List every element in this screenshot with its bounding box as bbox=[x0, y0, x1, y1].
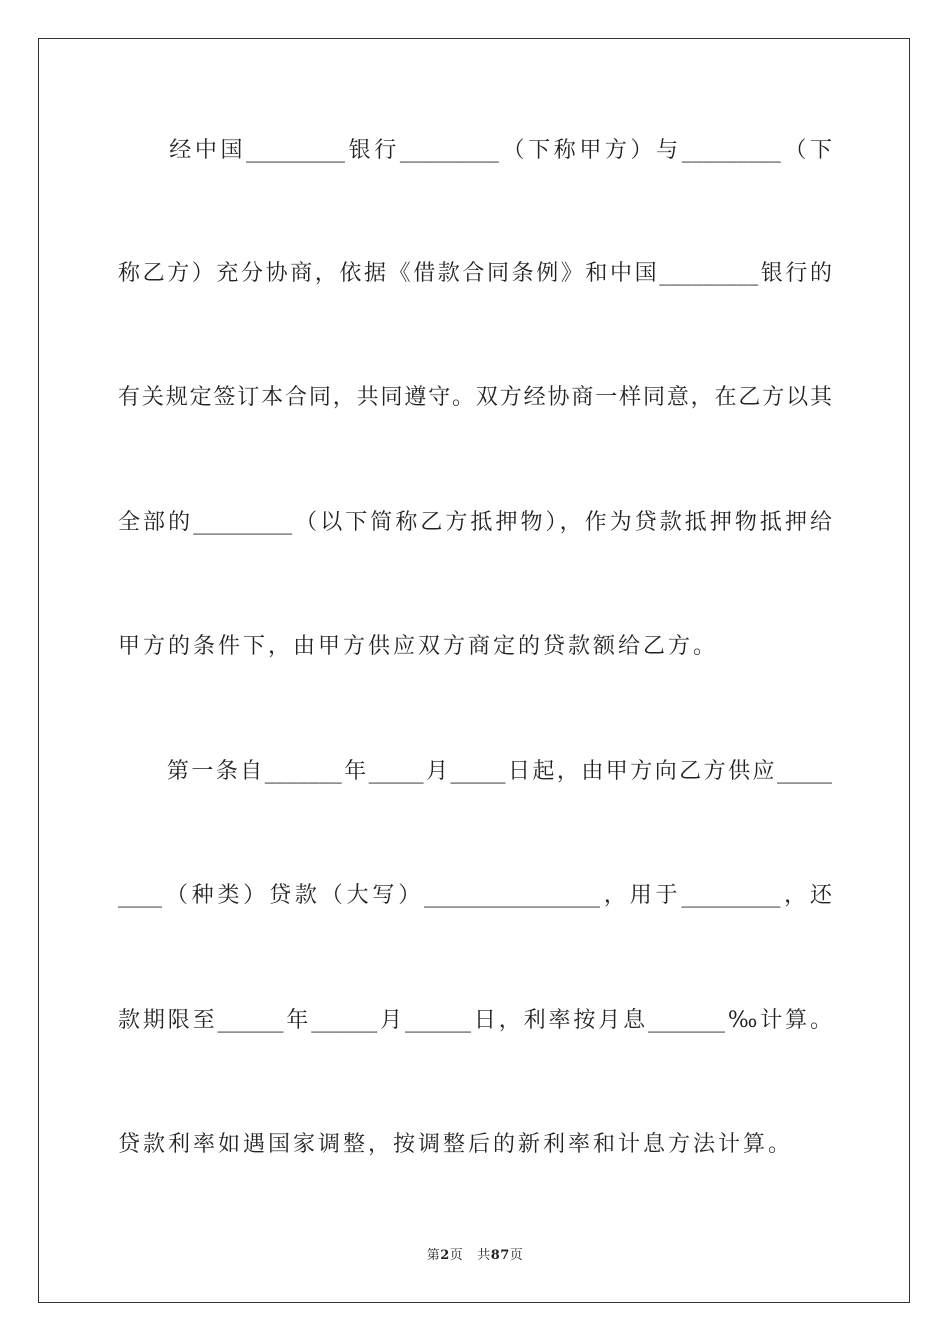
body-text-line: 贷款利率如遇国家调整，按调整后的新利率和计息方法计算。 bbox=[118, 1132, 794, 1157]
body-text-line: 甲方的条件下，由甲方供应双方商定的贷款额给乙方。 bbox=[118, 634, 719, 659]
page-suffix: 页 bbox=[449, 1248, 464, 1263]
page-number: 2 bbox=[440, 1248, 450, 1263]
total-prefix: 共 bbox=[477, 1248, 491, 1263]
body-text-line: 款期限至______年______月______日，利率按月息_______‰计算。 bbox=[118, 1008, 832, 1033]
total-pages: 87 bbox=[490, 1248, 510, 1263]
body-text-line: 全部的_________（以下简称乙方抵押物），作为贷款抵押物抵押给 bbox=[118, 510, 832, 535]
body-text-line: ____（种类）贷款（大写）________________，用于_________，还 bbox=[118, 883, 832, 908]
body-text-line: 经中国_________银行_________（下称甲方）与_________（下 bbox=[118, 138, 832, 163]
total-suffix: 页 bbox=[509, 1248, 524, 1263]
body-text-line: 第一条自_______年_____月_____日起，由甲方向乙方供应_____ bbox=[118, 759, 832, 784]
page-prefix: 第 bbox=[426, 1248, 441, 1263]
page-border bbox=[38, 38, 910, 1303]
body-text-line: 有关规定签订本合同，共同遵守。双方经协商一样同意，在乙方以其 bbox=[118, 385, 832, 410]
page-footer bbox=[0, 1247, 950, 1265]
body-text-line: 称乙方）充分协商，依据《借款合同条例》和中国_________银行的 bbox=[118, 261, 832, 286]
